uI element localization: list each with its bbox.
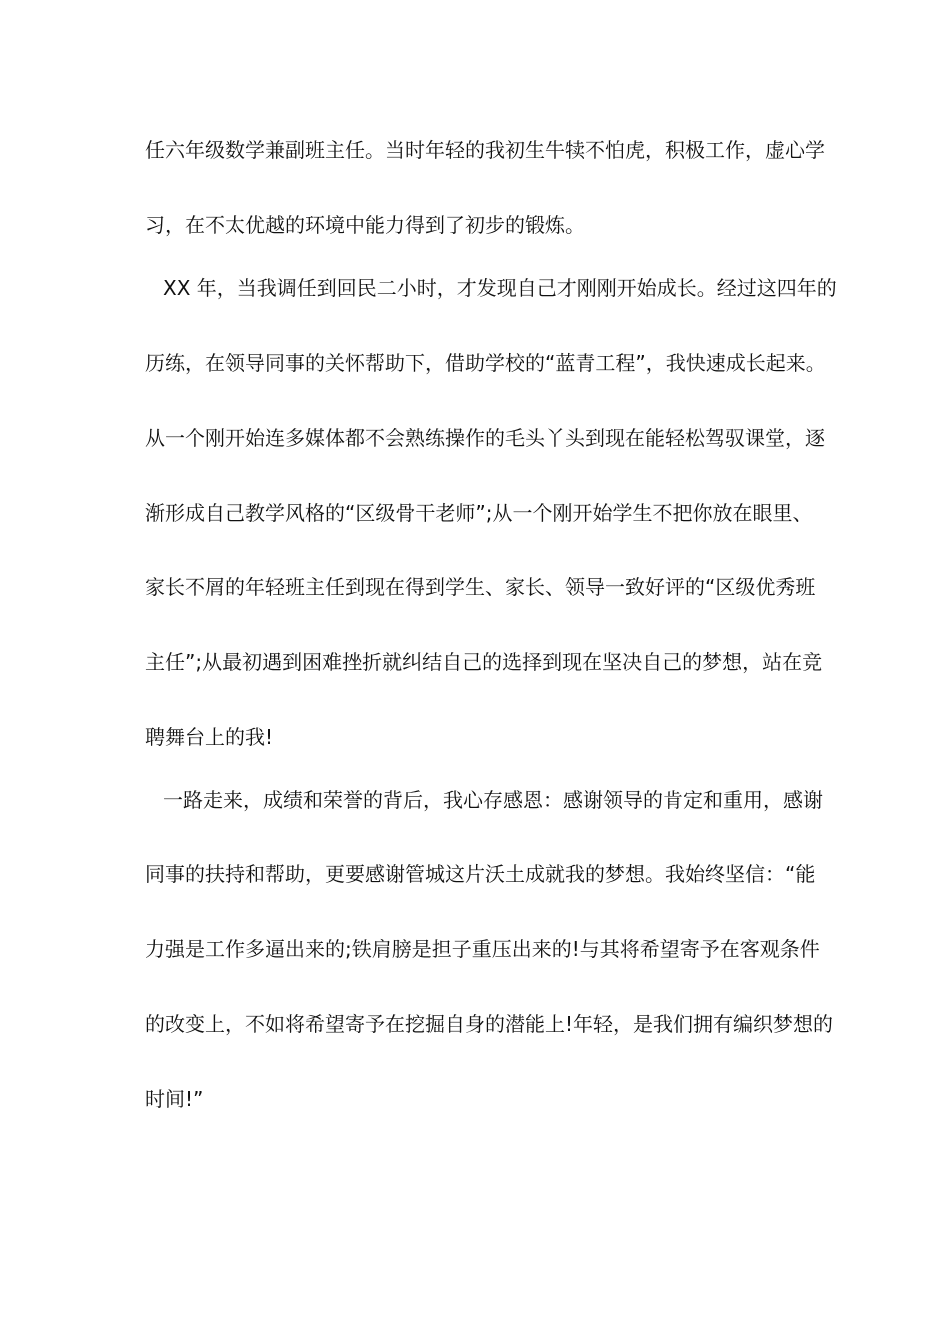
paragraph-line: 家长不屑的年轻班主任到现在得到学生、家长、领导一致好评的“区级优秀班 <box>145 575 816 599</box>
paragraph-line: 历练，在领导同事的关怀帮助下，借助学校的“蓝青工程”，我快速成长起来。 <box>145 351 826 375</box>
paragraph-line: XX 年，当我调任到回民二小时，才发现自己才刚刚开始成长。经过这四年的 <box>163 276 837 300</box>
paragraph-line: 的改变上，不如将希望寄予在挖掘自身的潜能上!年轻，是我们拥有编织梦想的 <box>145 1012 834 1036</box>
paragraph-line: 聘舞台上的我! <box>145 725 274 749</box>
paragraph-line: 任六年级数学兼副班主任。当时年轻的我初生牛犊不怕虎，积极工作，虚心学 <box>145 138 825 162</box>
paragraph-line: 一路走来，成绩和荣誉的背后，我心存感恩：感谢领导的肯定和重用，感谢 <box>163 788 823 812</box>
paragraph-line: 主任”;从最初遇到困难挫折就纠结自己的选择到现在坚决自己的梦想，站在竞 <box>145 650 823 674</box>
paragraph-line: 渐形成自己教学风格的“区级骨干老师”;从一个刚开始学生不把你放在眼里、 <box>145 501 813 525</box>
paragraph-line: 习，在不太优越的环境中能力得到了初步的锻炼。 <box>145 213 585 237</box>
paragraph-line: 从一个刚开始连多媒体都不会熟练操作的毛头丫头到现在能轻松驾驭课堂，逐 <box>145 426 825 450</box>
paragraph-line: 时间!” <box>145 1087 204 1111</box>
paragraph-line: 同事的扶持和帮助，更要感谢管城这片沃土成就我的梦想。我始终坚信：“能 <box>145 862 816 886</box>
paragraph-line: 力强是工作多逼出来的;铁肩膀是担子重压出来的!与其将希望寄予在客观条件 <box>145 937 820 961</box>
